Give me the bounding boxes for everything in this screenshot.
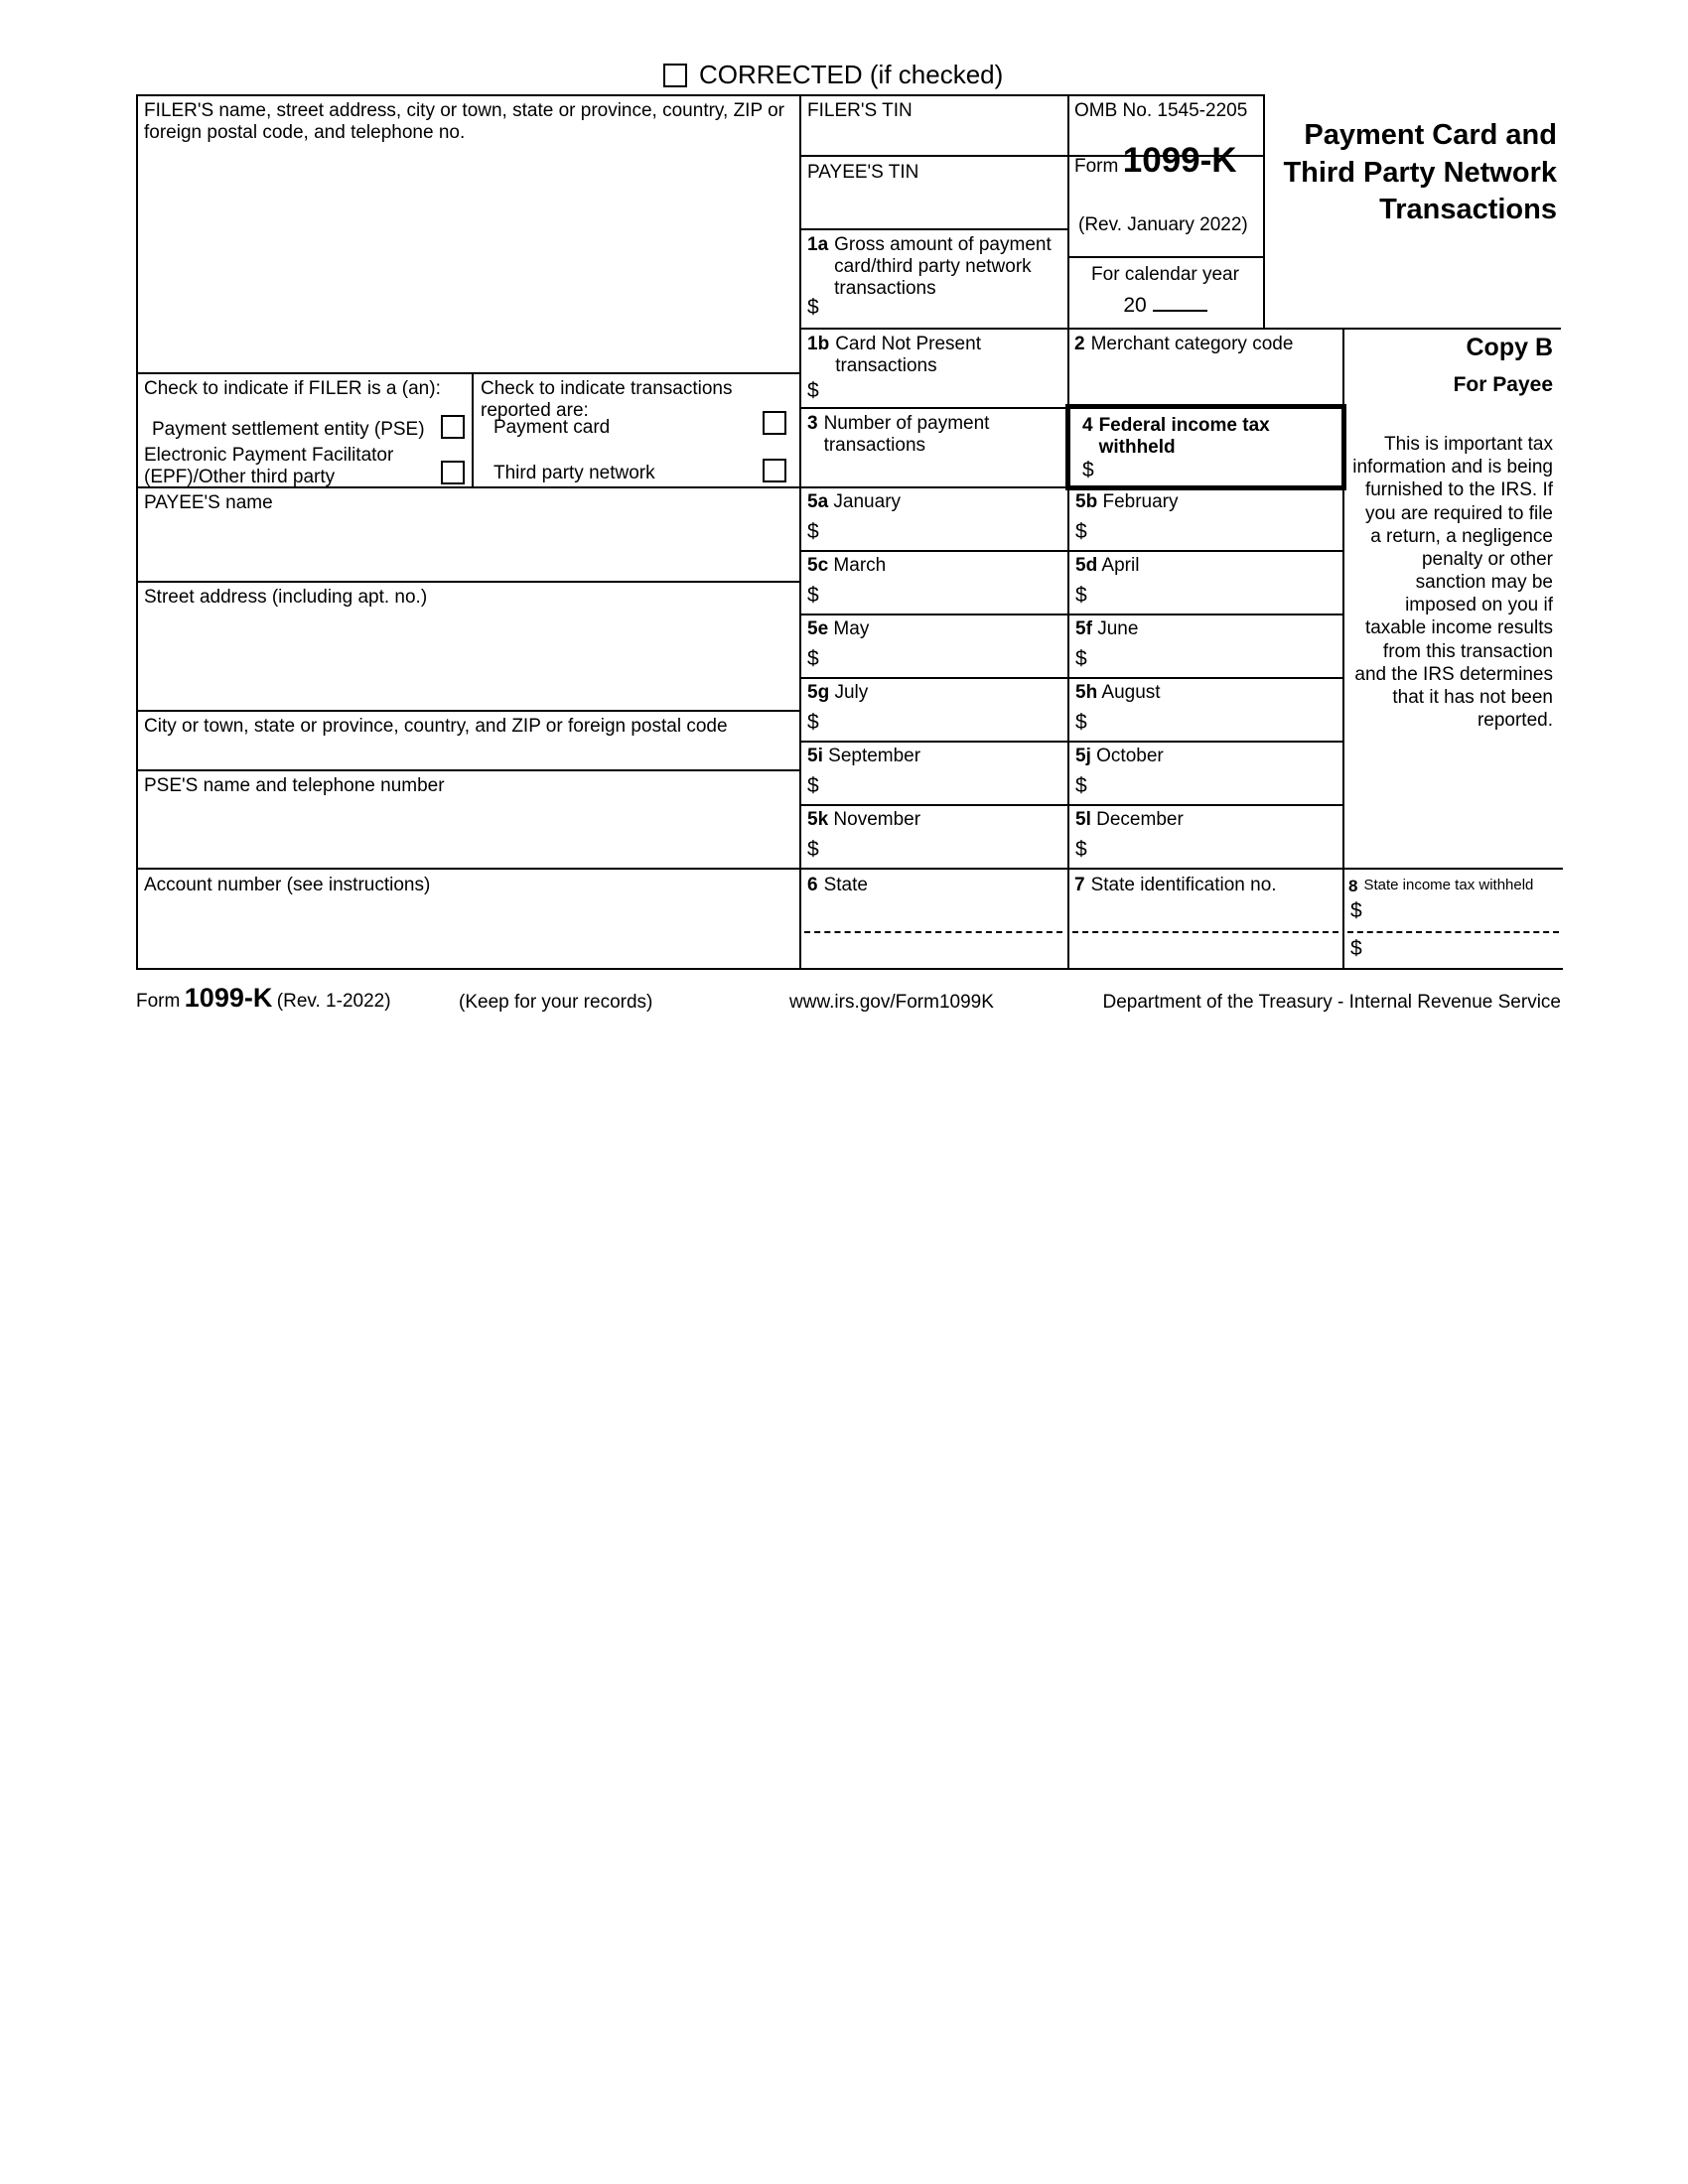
grid-line — [136, 968, 1563, 970]
grid-line — [472, 372, 474, 488]
dashed-divider — [1347, 931, 1559, 933]
box-5i — [799, 741, 1065, 804]
calendar-year-entry — [1067, 290, 1263, 318]
box-label: March — [833, 555, 887, 576]
box-5b — [1067, 486, 1340, 550]
box-label: October — [1096, 746, 1164, 766]
form-number-block — [1074, 141, 1237, 181]
omb-number: OMB No. 1545-2205 — [1074, 100, 1248, 121]
corrected-label: CORRECTED (if checked) — [699, 60, 1004, 89]
box-number: 5i — [807, 746, 823, 766]
footer-form-rev: (Rev. 1-2022) — [276, 991, 391, 1012]
payee-name-label: PAYEE'S name — [144, 492, 273, 513]
box-number: 5g — [807, 682, 830, 703]
form-number: 1099-K — [1122, 141, 1237, 180]
grid-line — [136, 94, 138, 968]
dollar-sign: $ — [1075, 774, 1087, 797]
box-number: 5l — [1075, 809, 1091, 830]
grid-line — [136, 769, 801, 771]
box-1a — [807, 234, 1061, 300]
corrected-checkbox[interactable] — [663, 64, 687, 87]
box-number: 3 — [807, 413, 818, 434]
dollar-sign: $ — [1075, 838, 1087, 861]
epf-checkbox-label: Electronic Payment Facilitator (EPF)/Other third party — [144, 445, 394, 488]
dollar-sign: $ — [807, 838, 819, 861]
calendar-year-prefix: 20 — [1123, 294, 1147, 317]
box-number: 1b — [807, 334, 830, 354]
box-5c — [799, 550, 1065, 614]
form-word: Form — [1074, 156, 1119, 177]
box-number: 4 — [1082, 415, 1093, 436]
calendar-year-blank[interactable] — [1153, 290, 1207, 312]
box-label: December — [1096, 809, 1184, 830]
footer-keep-note: (Keep for your records) — [459, 992, 653, 1013]
copy-b-label: Copy B — [1466, 334, 1553, 361]
box-number: 5c — [807, 555, 829, 576]
grid-line — [799, 228, 1069, 230]
pse-name-phone-label: PSE'S name and telephone number — [144, 775, 445, 796]
grid-line — [1067, 256, 1265, 258]
grid-line — [136, 710, 801, 712]
grid-line — [136, 868, 1563, 870]
filer-type-heading: Check to indicate if FILER is a (an): — [144, 378, 441, 399]
box-label: July — [834, 682, 869, 703]
box-number: 7 — [1074, 875, 1085, 895]
box-number: 6 — [807, 875, 818, 895]
box-label: Number of payment transactions — [823, 413, 990, 457]
box-3 — [807, 413, 1052, 457]
epf-checkbox[interactable] — [441, 461, 465, 484]
box-label: January — [833, 491, 902, 512]
box-number: 1a — [807, 234, 829, 255]
dollar-sign: $ — [1350, 899, 1362, 922]
grid-line — [136, 94, 1265, 96]
box-label: State income tax withheld — [1363, 877, 1534, 893]
account-number-label: Account number (see instructions) — [144, 875, 431, 895]
filer-address-label: FILER'S name, street address, city or town, state or province, country, ZIP or foreign postal code, and telephone no. — [144, 100, 784, 144]
footer-form-number: 1099-K — [184, 983, 273, 1013]
payment-card-checkbox[interactable] — [763, 411, 786, 435]
box-label: February — [1102, 491, 1179, 512]
box-label: November — [833, 809, 921, 830]
box-number: 5a — [807, 491, 829, 512]
box-7 — [1074, 875, 1335, 896]
box-number: 5f — [1075, 618, 1092, 639]
box-2 — [1074, 334, 1335, 355]
box-1b — [807, 334, 1061, 377]
for-payee-label: For Payee — [1453, 373, 1553, 396]
box-label: June — [1097, 618, 1139, 639]
transactions-heading: Check to indicate transactions reported are: — [481, 378, 733, 422]
box-5j — [1067, 741, 1340, 804]
box-number: 5e — [807, 618, 829, 639]
box-label: April — [1101, 555, 1140, 576]
footer-department: Department of the Treasury - Internal Revenue Service — [1102, 992, 1561, 1013]
box-5h — [1067, 677, 1340, 741]
box-label: May — [833, 618, 870, 639]
dollar-sign: $ — [1075, 647, 1087, 670]
grid-line — [799, 328, 1561, 330]
dollar-sign: $ — [807, 296, 819, 319]
box-5d — [1067, 550, 1340, 614]
third-party-network-checkbox-label: Third party network — [493, 463, 655, 483]
dashed-divider — [804, 931, 1062, 933]
box-label: Card Not Present transactions — [835, 334, 981, 377]
box-number: 5d — [1075, 555, 1098, 576]
box-4 — [1082, 415, 1317, 459]
dollar-sign: $ — [807, 711, 819, 734]
calendar-year-label: For calendar year — [1091, 264, 1239, 285]
footer-form-id — [136, 983, 391, 1014]
box-label: Merchant category code — [1090, 334, 1294, 354]
box-5k — [799, 804, 1065, 868]
grid-line — [136, 581, 801, 583]
box-number: 5j — [1075, 746, 1091, 766]
pse-checkbox-label: Payment settlement entity (PSE) — [152, 419, 425, 440]
dashed-divider — [1072, 931, 1338, 933]
box-number: 5b — [1075, 491, 1098, 512]
box-5g — [799, 677, 1065, 741]
dollar-sign: $ — [807, 584, 819, 607]
dollar-sign: $ — [807, 520, 819, 543]
dollar-sign: $ — [807, 647, 819, 670]
filer-tin-label: FILER'S TIN — [807, 100, 913, 121]
footer-form-word: Form — [136, 991, 181, 1012]
box-number: 2 — [1074, 334, 1085, 354]
dollar-sign: $ — [807, 774, 819, 797]
box-8 — [1348, 877, 1557, 896]
payee-notice: This is important tax information and is being furnished to the IRS. If you are required to file a return, a negligence penalty or other sanction may be imposed on you if taxable income results from this transaction and the IRS determines that it has not been reported. — [1352, 434, 1553, 732]
box-label: September — [828, 746, 921, 766]
box-label: State — [823, 875, 868, 895]
city-state-zip-label: City or town, state or province, country, and ZIP or foreign postal code — [144, 716, 728, 737]
payment-card-checkbox-label: Payment card — [493, 417, 611, 438]
box-5f — [1067, 614, 1340, 677]
form-revision: (Rev. January 2022) — [1078, 214, 1248, 235]
box-5l — [1067, 804, 1340, 868]
dollar-sign: $ — [807, 379, 819, 402]
dollar-sign: $ — [1082, 459, 1094, 481]
box-5a — [799, 486, 1065, 550]
form-title: Payment Card and Third Party Network Transactions — [1283, 119, 1557, 226]
box-label: August — [1101, 682, 1161, 703]
payee-tin-label: PAYEE'S TIN — [807, 162, 919, 183]
footer-irs-url[interactable]: www.irs.gov/Form1099K — [789, 992, 994, 1013]
street-address-label: Street address (including apt. no.) — [144, 587, 428, 608]
box-5e — [799, 614, 1065, 677]
third-party-network-checkbox[interactable] — [763, 459, 786, 482]
box-number: 5k — [807, 809, 829, 830]
dollar-sign: $ — [1075, 711, 1087, 734]
pse-checkbox[interactable] — [441, 415, 465, 439]
box-label: Gross amount of payment card/third party network transactions — [834, 234, 1052, 300]
box-label: Federal income tax withheld — [1098, 415, 1270, 459]
grid-line — [136, 372, 801, 374]
box-number: 8 — [1348, 877, 1358, 895]
dollar-sign: $ — [1075, 584, 1087, 607]
dollar-sign: $ — [1075, 520, 1087, 543]
dollar-sign: $ — [1350, 937, 1362, 960]
box-label: State identification no. — [1090, 875, 1277, 895]
box-6 — [807, 875, 1055, 896]
box-number: 5h — [1075, 682, 1098, 703]
